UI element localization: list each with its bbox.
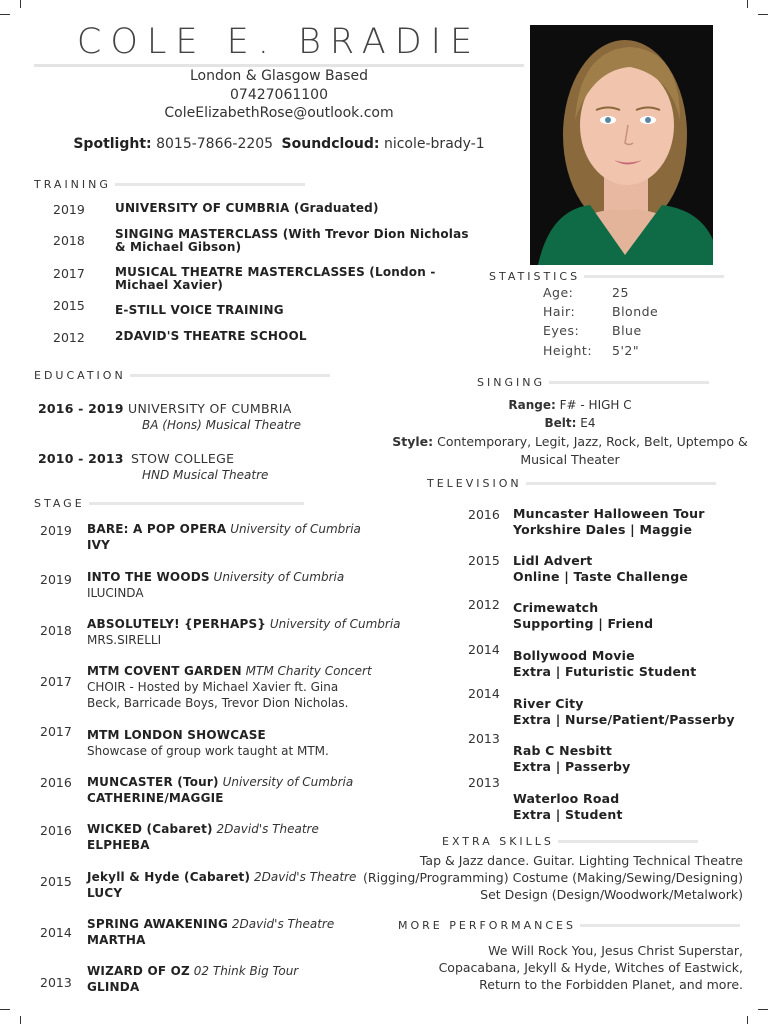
stage-role: CATHERINE/MAGGIE <box>87 791 224 805</box>
phone: 07427061100 <box>230 87 328 103</box>
stage-show: BARE: A POP OPERA <box>87 522 227 536</box>
more-performances-line: Return to the Forbidden Planet, and more. <box>479 977 743 992</box>
stage-role: MARTHA <box>87 933 146 947</box>
crop-mark <box>747 0 748 8</box>
stage-year: 2013 <box>40 975 72 990</box>
section-rule <box>558 840 698 843</box>
section-title: MORE PERFORMANCES <box>398 919 576 932</box>
tv-role: Extra | Student <box>513 807 623 822</box>
section-rule <box>130 374 330 377</box>
education-school: UNIVERSITY OF CUMBRIA <box>128 401 292 416</box>
education-years: 2016 - 2019 <box>38 401 124 416</box>
section-title: EXTRA SKILLS <box>442 835 554 848</box>
stage-role: Showcase of group work taught at MTM. <box>87 744 329 758</box>
section-extra-skills <box>442 835 698 848</box>
stage-year: 2016 <box>40 775 72 790</box>
education-years: 2010 - 2013 <box>38 451 124 466</box>
name-divider <box>34 64 524 67</box>
stat-label: Eyes: <box>543 323 580 338</box>
stage-year: 2014 <box>40 925 72 940</box>
stage-venue: 02 Think Big Tour <box>193 964 299 978</box>
section-more-performances <box>398 919 740 932</box>
stage-year: 2016 <box>40 823 72 838</box>
tv-title: Waterloo Road <box>513 791 620 806</box>
stage-show: MTM LONDON SHOWCASE <box>87 728 266 742</box>
training-item: UNIVERSITY OF CUMBRIA (Graduated) <box>115 201 379 215</box>
stage-show: MTM COVENT GARDEN <box>87 664 242 678</box>
profile-links <box>34 136 524 152</box>
stat-label: Hair: <box>543 304 576 319</box>
crop-mark <box>758 14 768 15</box>
tv-year: 2013 <box>468 731 500 746</box>
stage-show: MUNCASTER (Tour) <box>87 775 219 789</box>
stage-year: 2019 <box>40 572 72 587</box>
stage-show: SPRING AWAKENING <box>87 917 229 931</box>
tv-role: Online | Taste Challenge <box>513 569 689 584</box>
stage-show: ABSOLUTELY! {PERHAPS} <box>87 617 267 631</box>
stage-venue: 2David's Theatre <box>216 822 319 836</box>
stage-show: INTO THE WOODS <box>87 570 210 584</box>
stage-role: ILUCINDA <box>87 586 144 600</box>
stage-venue: 2David's Theatre <box>254 870 357 884</box>
belt-value: E4 <box>580 416 596 430</box>
education-course: BA (Hons) Musical Theatre <box>142 418 301 432</box>
stage-role: LUCY <box>87 886 123 900</box>
section-training <box>34 178 305 191</box>
section-title: STATISTICS <box>489 270 581 283</box>
section-rule <box>580 924 740 927</box>
stage-year: 2015 <box>40 874 72 889</box>
stage-role: CHOIR - Hosted by Michael Xavier ft. Gina <box>87 680 339 694</box>
section-rule <box>526 482 716 485</box>
stat-value: Blonde <box>612 304 659 319</box>
section-rule <box>115 183 305 186</box>
section-education <box>34 369 330 382</box>
stage-credit <box>87 664 372 679</box>
tv-year: 2012 <box>468 597 500 612</box>
stat-label: Height: <box>543 343 593 358</box>
stage-credit <box>87 617 401 632</box>
stage-role: MRS.SIRELLI <box>87 633 162 647</box>
stage-venue: MTM Charity Concert <box>245 664 372 678</box>
soundcloud-value: nicole-brady-1 <box>383 136 485 152</box>
crop-mark <box>747 1016 748 1024</box>
stage-venue: University of Cumbria <box>213 570 345 584</box>
crop-mark <box>20 1016 21 1024</box>
section-title: SINGING <box>477 376 545 389</box>
section-stage <box>34 497 304 510</box>
tv-title: Lidl Advert <box>513 553 593 568</box>
stage-credit <box>87 728 266 743</box>
tv-role: Supporting | Friend <box>513 616 654 631</box>
stage-credit <box>87 917 334 932</box>
singing-style-line2: Musical Theater <box>520 452 620 467</box>
range-value: F# - HIGH C <box>559 398 632 412</box>
training-year: 2018 <box>53 233 85 248</box>
training-year: 2015 <box>53 298 85 313</box>
extra-skills-line: Tap & Jazz dance. Guitar. Lighting Technical Theatre <box>419 853 743 868</box>
tv-role: Extra | Futuristic Student <box>513 664 697 679</box>
stage-venue: University of Cumbria <box>222 775 354 789</box>
section-rule <box>584 275 724 278</box>
tv-year: 2016 <box>468 507 500 522</box>
training-year: 2012 <box>53 330 85 345</box>
tv-role: Extra | Passerby <box>513 759 631 774</box>
spotlight-label: Spotlight: <box>73 136 152 152</box>
tv-year: 2013 <box>468 775 500 790</box>
stage-year: 2018 <box>40 623 72 638</box>
stage-venue: 2David's Theatre <box>231 917 335 931</box>
soundcloud-label: Soundcloud: <box>281 136 380 152</box>
crop-mark <box>20 0 21 8</box>
section-statistics <box>489 270 724 283</box>
style-label: Style: <box>392 434 434 449</box>
extra-skills-line: Set Design (Design/Woodwork/Metalwork) <box>480 887 743 902</box>
tv-title: Bollywood Movie <box>513 648 635 663</box>
section-rule <box>549 381 709 384</box>
singing-range <box>390 396 750 414</box>
stat-value: 25 <box>612 285 629 300</box>
stage-credit <box>87 775 353 790</box>
extra-skills-line: (Rigging/Programming) Costume (Making/Sewing/Designing) <box>363 870 743 885</box>
stage-venue: University of Cumbria <box>269 617 401 631</box>
tv-title: River City <box>513 696 584 711</box>
more-performances-line: We Will Rock You, Jesus Christ Superstar, <box>488 943 743 958</box>
section-title: STAGE <box>34 497 85 510</box>
singing-style <box>386 433 754 451</box>
stage-year: 2019 <box>40 523 72 538</box>
stage-credit <box>87 964 298 979</box>
education-school: STOW COLLEGE <box>131 451 235 466</box>
training-item: MUSICAL THEATRE MASTERCLASSES (London - <box>115 265 436 279</box>
stat-value: 5'2" <box>612 343 640 358</box>
more-performances-line: Copacabana, Jekyll & Hyde, Witches of Eastwick, <box>438 960 743 975</box>
location: London & Glasgow Based <box>189 68 369 84</box>
headshot-photo <box>530 25 713 265</box>
section-title: EDUCATION <box>34 369 126 382</box>
stage-role: IVY <box>87 538 111 552</box>
tv-title: Muncaster Halloween Tour <box>513 506 705 521</box>
tv-year: 2014 <box>468 686 500 701</box>
stage-role: GLINDA <box>87 980 140 994</box>
stage-year: 2017 <box>40 674 72 689</box>
stage-show: WICKED (Cabaret) <box>87 822 213 836</box>
stat-label: Age: <box>543 285 574 300</box>
training-item-line2: Michael Xavier) <box>115 278 224 292</box>
training-item: 2DAVID'S THEATRE SCHOOL <box>115 329 307 343</box>
stage-role-line2: Beck, Barricade Boys, Trevor Dion Nicholas. <box>87 696 349 710</box>
style-value: Contemporary, Legit, Jazz, Rock, Belt, Uptempo & <box>437 434 748 449</box>
tv-role: Extra | Nurse/Patient/Passerby <box>513 712 735 727</box>
tv-role: Yorkshire Dales | Maggie <box>513 522 693 537</box>
stage-credit <box>87 570 344 585</box>
training-item: SINGING MASTERCLASS (With Trevor Dion Nicholas <box>115 227 469 241</box>
training-year: 2019 <box>53 202 85 217</box>
spotlight-value: 8015-7866-2205 <box>156 136 274 152</box>
training-item-line2: & Michael Gibson) <box>115 240 242 254</box>
crop-mark <box>0 14 10 15</box>
section-title: TRAINING <box>34 178 111 191</box>
section-singing <box>477 376 709 389</box>
tv-year: 2014 <box>468 642 500 657</box>
tv-title: Rab C Nesbitt <box>513 743 613 758</box>
resume-name: COLE E. BRADIE <box>76 22 482 62</box>
stage-credit <box>87 522 361 537</box>
belt-label: Belt: <box>544 416 577 430</box>
range-label: Range: <box>508 398 556 412</box>
training-year: 2017 <box>53 266 85 281</box>
education-course: HND Musical Theatre <box>142 468 269 482</box>
stage-credit <box>87 870 356 885</box>
section-television <box>427 477 716 490</box>
email: ColeElizabethRose@outlook.com <box>164 105 394 121</box>
stage-show: Jekyll & Hyde (Cabaret) <box>87 870 251 884</box>
stage-credit <box>87 822 319 837</box>
crop-mark <box>758 1009 768 1010</box>
training-item: E-STILL VOICE TRAINING <box>115 303 284 317</box>
stage-venue: University of Cumbria <box>230 522 361 536</box>
crop-mark <box>0 1009 10 1010</box>
stage-year: 2017 <box>40 724 72 739</box>
tv-year: 2015 <box>468 553 500 568</box>
stage-show: WIZARD OF OZ <box>87 964 190 978</box>
stage-role: ELPHEBA <box>87 838 150 852</box>
singing-belt <box>390 414 750 432</box>
section-title: TELEVISION <box>427 477 522 490</box>
stat-value: Blue <box>612 323 642 338</box>
section-rule <box>89 502 304 505</box>
tv-title: Crimewatch <box>513 600 599 615</box>
